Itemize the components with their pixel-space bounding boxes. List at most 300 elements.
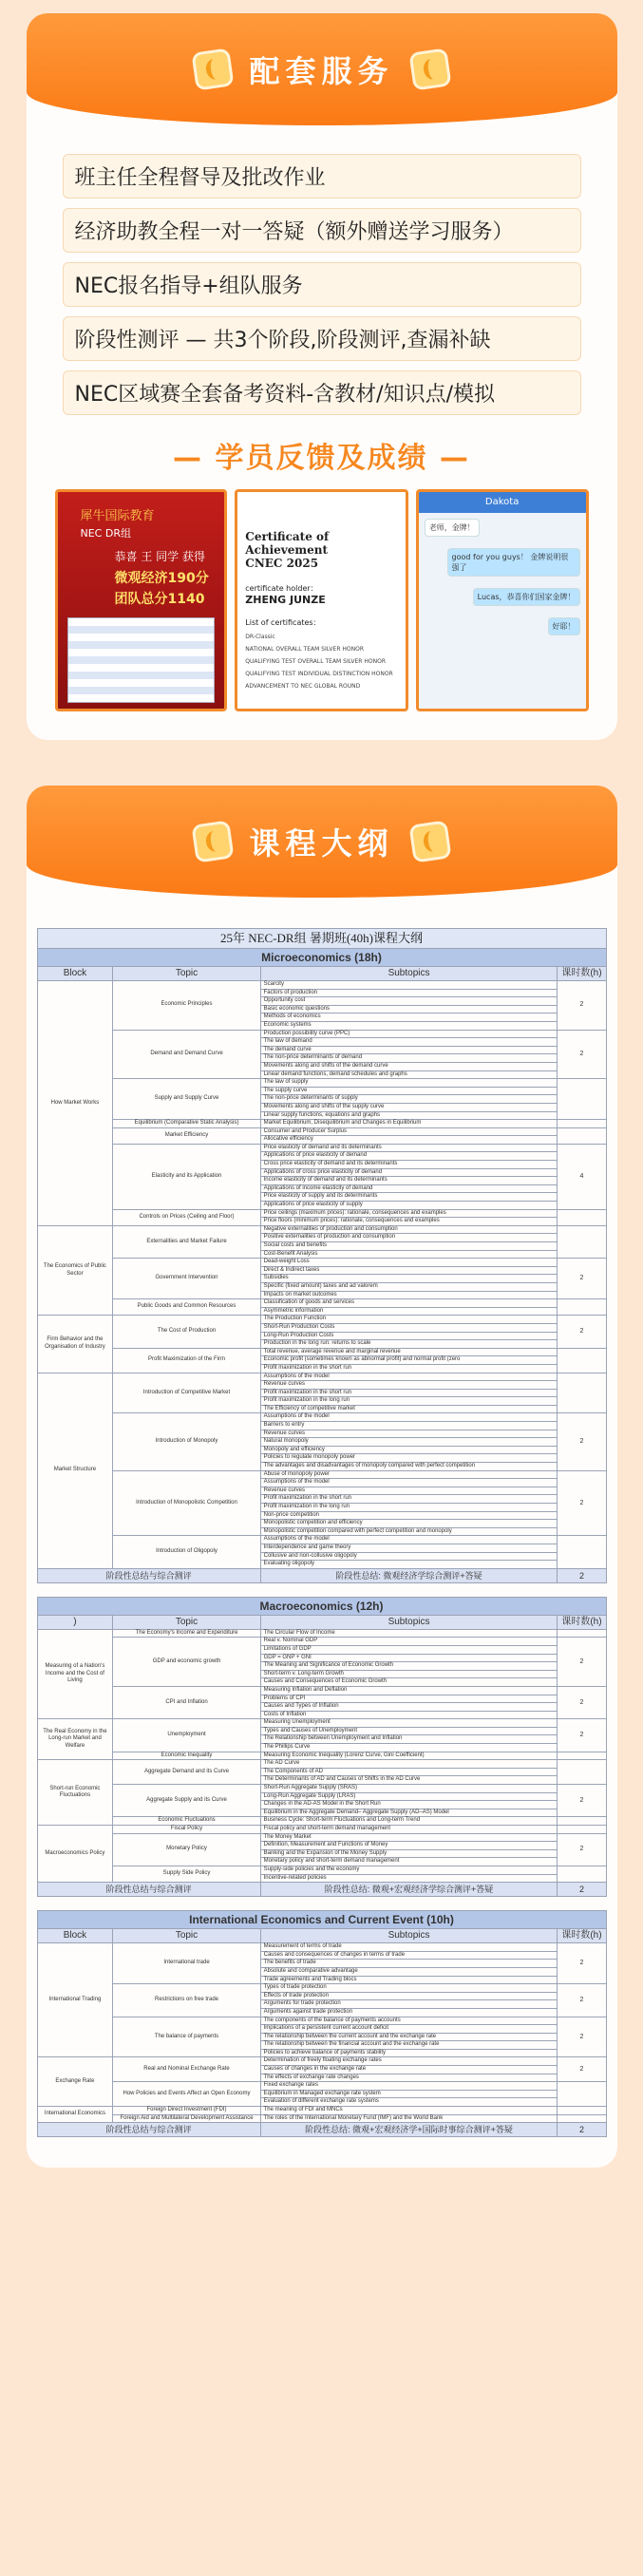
subtopic-cell: Short-term v. Long-term Growth: [260, 1670, 558, 1678]
topic-cell: Government Intervention: [113, 1259, 260, 1299]
table-row: [37, 1299, 606, 1308]
subtopic-cell: Measurement of terms of trade: [260, 1943, 558, 1952]
table-row: [37, 1785, 606, 1793]
subtopic-cell: Profit maximization in the long run: [260, 1397, 558, 1406]
micro-table: [37, 928, 607, 1583]
summary-hours: 2: [558, 1883, 606, 1897]
subtopic-cell: Linear demand functions, demand schedules and graphs: [260, 1070, 558, 1079]
hours-cell: 2: [558, 1686, 606, 1718]
subtopic-cell: Assumptions of the model: [260, 1373, 558, 1381]
subtopic-cell: Applications of cross price elasticity of demand: [260, 1168, 558, 1177]
summary-hours: 2: [558, 1568, 606, 1582]
subtopic-cell: Causes and Consequences of Economic Growth: [260, 1678, 558, 1687]
header-row: [37, 1929, 606, 1943]
poster-line1: 微观经济190分: [114, 571, 209, 586]
service-item: NEC区域赛全套备考资料-含教材/知识点/模拟: [63, 370, 581, 415]
summary-row: [37, 2123, 606, 2137]
topic-cell: Externalities and Market Failure: [113, 1225, 260, 1258]
topic-cell: Controls on Prices (Ceiling and Floor): [113, 1209, 260, 1225]
table-row: [37, 1686, 606, 1695]
cert-holder: ZHENG JUNZE: [245, 594, 326, 606]
subtopic-cell: The relationship between the financial account and the exchange rate: [260, 2041, 558, 2050]
subtopic-cell: Positive externalities of production and consumption: [260, 1234, 558, 1242]
subtopic-cell: Economic profit (sometimes known as abnormal profit) and normal profit (zero: [260, 1356, 558, 1365]
hours-cell: [558, 1299, 606, 1316]
poster-sub: NEC DR组: [80, 527, 131, 540]
subtopic-cell: Scarcity: [260, 981, 558, 990]
summary-row: [37, 1568, 606, 1582]
block-cell: Short-run Economic Fluctuations: [37, 1760, 113, 1826]
topic-cell: Unemployment: [113, 1719, 260, 1752]
header-row: [37, 967, 606, 981]
hours-cell: [558, 2082, 606, 2107]
subtopic-cell: Measuring Inflation and Deflation: [260, 1686, 558, 1695]
cert-item: ADVANCEMENT TO NEC GLOBAL ROUND: [245, 683, 361, 690]
subtopic-cell: Cost-Benefit Analysis: [260, 1250, 558, 1259]
topic-cell: Elasticity and its Application: [113, 1144, 260, 1209]
topic-cell: Demand and Demand Curve: [113, 1030, 260, 1079]
topic-cell: International trade: [113, 1943, 260, 1984]
subtopic-cell: Specific (fixed amount) taxes and ad valorem: [260, 1282, 558, 1291]
subtopic-cell: Policies to achieve balance of payments stability: [260, 2049, 558, 2057]
chat-message: good for you guys！ 金牌说明很强了: [447, 548, 580, 577]
block-cell: Exchange Rate: [37, 2057, 113, 2107]
table-row: [37, 1629, 606, 1638]
subtopic-cell: Types and Causes of Unemployment: [260, 1727, 558, 1735]
subtopic-cell: Business Cycle: Short-term Fluctuations and Long-term Trend: [260, 1817, 558, 1826]
subtopic-cell: The law of demand: [260, 1038, 558, 1047]
column-header: Topic: [113, 1615, 260, 1629]
subtopic-cell: The relationship between the current account and the exchange rate: [260, 2033, 558, 2041]
subtopic-cell: Revenue curves: [260, 1430, 558, 1438]
subtopic-cell: Methods of economics: [260, 1013, 558, 1022]
topic-cell: Restrictions on free trade: [113, 1984, 260, 2017]
column-header: Block: [37, 967, 113, 981]
table-row: [37, 2082, 606, 2091]
cert-item: QUALIFYING TEST INDIVIDUAL DISTINCTION HONOR: [245, 671, 393, 677]
cert-holder-label: certificate holder：: [245, 584, 318, 593]
cert-list-label: List of certificates：: [245, 618, 321, 627]
hours-cell: 2: [558, 1470, 606, 1536]
summary-row: [37, 1883, 606, 1897]
block-cell: Market Structure: [37, 1373, 113, 1568]
topic-cell: How Policies and Events Affect an Open Economy: [113, 2082, 260, 2107]
subtopic-cell: Applications of price elasticity of demand: [260, 1152, 558, 1161]
section-title: Microeconomics (18h): [37, 949, 606, 967]
subtopic-cell: Problems of CPI: [260, 1695, 558, 1703]
topic-cell: Introduction of Competitive Market: [113, 1373, 260, 1413]
summary-label: 阶段性总结与综合测评: [37, 1883, 260, 1897]
subtopic-cell: The Phillips Curve: [260, 1744, 558, 1752]
header-row: [37, 1615, 606, 1629]
subtopic-cell: Applications of income elasticity of demand: [260, 1184, 558, 1193]
hours-cell: 2: [558, 981, 606, 1031]
table-row: [37, 1984, 606, 1993]
topic-cell: Foreign Aid and Multilateral Development Assistance: [113, 2114, 260, 2123]
cert-year: CNEC 2025: [245, 557, 319, 570]
subtopic-cell: Applications of price elasticity of supply: [260, 1202, 558, 1210]
poster-student: 恭喜 王 同学 获得: [114, 550, 205, 563]
hours-cell: 2: [558, 1259, 606, 1299]
topic-cell: Supply Side Policy: [113, 1866, 260, 1882]
hours-cell: [558, 1826, 606, 1834]
column-header: Block: [37, 1929, 113, 1943]
feedback-gallery: [27, 489, 617, 740]
chat-header: Dakota: [419, 492, 586, 513]
cert-item: NATIONAL OVERALL TEAM SILVER HONOR: [245, 646, 365, 653]
subtopic-cell: Incentive-related policies: [260, 1874, 558, 1883]
subtopic-cell: Long-Run Production Costs: [260, 1332, 558, 1340]
subtopic-cell: Market Equilibrium, Disequilibrium and Changes in Equilibrium: [260, 1120, 558, 1128]
poster-line2: 团队总分1140: [114, 592, 205, 607]
subtopic-cell: The effects of exchange rate changes: [260, 2074, 558, 2082]
book-icon: [408, 820, 451, 862]
table-row: [37, 981, 606, 990]
hours-cell: [558, 1127, 606, 1144]
subtopic-cell: Impacts on market outcomes: [260, 1291, 558, 1299]
subtopic-cell: Revenue curves: [260, 1381, 558, 1390]
table-row: [37, 2017, 606, 2025]
subtopic-cell: Determination of freely floating exchange rates: [260, 2057, 558, 2066]
topic-cell: Aggregate Supply and its Curve: [113, 1785, 260, 1817]
summary-label: 阶段性总结与综合测评: [37, 1568, 260, 1582]
subtopic-cell: Evaluating oligopoly: [260, 1561, 558, 1569]
block-cell: The Economics of Public Sector: [37, 1225, 113, 1316]
cert-title: Certificate of Achievement: [245, 530, 330, 557]
summary-hours: 2: [558, 2123, 606, 2137]
subtopic-cell: The Money Market: [260, 1833, 558, 1842]
subtopic-cell: Asymmetric information: [260, 1307, 558, 1316]
subtopic-cell: Revenue curves: [260, 1487, 558, 1495]
table-row: [37, 2114, 606, 2123]
subtopic-cell: The AD Curve: [260, 1760, 558, 1769]
subtopic-cell: Price elasticity of supply and its determinants: [260, 1193, 558, 1202]
topic-cell: Introduction of Monopolistic Competition: [113, 1470, 260, 1536]
topic-cell: Equilibrium (Comparative Static Analysis): [113, 1120, 260, 1128]
subtopic-cell: The Meaning and Significance of Economic Growth: [260, 1662, 558, 1671]
outline-card: [27, 786, 617, 2168]
subtopic-cell: Types of trade protection: [260, 1984, 558, 1993]
topic-cell: Profit Maximization of the Firm: [113, 1348, 260, 1373]
subtopic-cell: Monetary policy and short-term demand management: [260, 1858, 558, 1866]
topic-cell: Economic Inequality: [113, 1752, 260, 1760]
summary-detail: 阶段性总结: 微观+宏观经济学+国际时事综合测评+答疑: [260, 2123, 558, 2137]
services-list: [27, 125, 617, 415]
subtopic-cell: Economic systems: [260, 1021, 558, 1030]
block-cell: Macroeconomics Policy: [37, 1826, 113, 1883]
cert-item: DR-Classic: [245, 634, 275, 640]
table-row: [37, 1760, 606, 1769]
subtopic-cell: Abuse of monopoly power: [260, 1470, 558, 1479]
table-row: [37, 1638, 606, 1646]
subtopic-cell: Limitations of GDP: [260, 1645, 558, 1654]
column-header: Subtopics: [260, 967, 558, 981]
poster-brand: 犀牛国际教育: [80, 509, 155, 523]
block-cell: How Market Works: [37, 981, 113, 1226]
topic-cell: Aggregate Demand and its Curve: [113, 1760, 260, 1785]
table-row: [37, 1209, 606, 1218]
hours-cell: [558, 1752, 606, 1760]
book-icon: [408, 47, 451, 90]
subtopic-cell: The meaning of FDI and MNCs: [260, 2107, 558, 2115]
hours-cell: 2: [558, 1984, 606, 2017]
cert-item: QUALIFYING TEST OVERALL TEAM SILVER HONOR: [245, 658, 386, 665]
subtopic-cell: The benefits of trade: [260, 1960, 558, 1968]
service-item: 阶段性测评 — 共3个阶段,阶段测评,查漏补缺: [63, 316, 581, 361]
subtopic-cell: Profit maximization in the short run: [260, 1495, 558, 1504]
column-header: 课时数(h): [558, 967, 606, 981]
subtopic-cell: Long-Run Aggregate Supply (LRAS): [260, 1792, 558, 1801]
subtopic-cell: Profit maximization in the short run: [260, 1364, 558, 1373]
hours-cell: [558, 1348, 606, 1373]
subtopic-cell: Real v. Nominal GDP: [260, 1638, 558, 1646]
subtopic-cell: Classification of goods and services: [260, 1299, 558, 1308]
column-header: 课时数(h): [558, 1615, 606, 1629]
subtopic-cell: The Components of AD: [260, 1768, 558, 1776]
subtopic-cell: Causes of changes in the exchange rate: [260, 2066, 558, 2074]
subtopic-cell: Monopolistic competition and efficiency: [260, 1520, 558, 1528]
hours-cell: 2: [558, 1638, 606, 1687]
subtopic-cell: GDP = GNP + GNI: [260, 1654, 558, 1662]
topic-cell: Introduction of Monopoly: [113, 1413, 260, 1470]
subtopic-cell: Income elasticity of demand and its determinants: [260, 1177, 558, 1185]
summary-detail: 阶段性总结: 微观经济学综合测评+答疑: [260, 1568, 558, 1582]
section-row: [37, 1911, 606, 1929]
subtopic-cell: Production in the long run: returns to scale: [260, 1340, 558, 1349]
table-row: [37, 1348, 606, 1356]
table-row: [37, 1866, 606, 1874]
subtopic-cell: The law of supply: [260, 1079, 558, 1088]
subtopic-cell: Factors of production: [260, 989, 558, 997]
topic-cell: Real and Nominal Exchange Rate: [113, 2057, 260, 2082]
subtopic-cell: Arguments against trade protection: [260, 2008, 558, 2017]
hours-cell: [558, 1817, 606, 1826]
feedback-certificate: [235, 489, 407, 711]
block-cell: Firm Behavior and the Organisation of Industry: [37, 1316, 113, 1373]
services-title: 配套服务: [249, 53, 394, 89]
topic-cell: The Economy's Income and Expenditure: [113, 1629, 260, 1638]
topic-cell: Economic Fluctuations: [113, 1817, 260, 1826]
table-row: [37, 1120, 606, 1128]
subtopic-cell: Social costs and benefits: [260, 1242, 558, 1251]
topic-cell: Fiscal Policy: [113, 1826, 260, 1834]
block-cell: International Economics: [37, 2107, 113, 2123]
topic-cell: GDP and economic growth: [113, 1638, 260, 1687]
topic-cell: The balance of payments: [113, 2017, 260, 2057]
subtopic-cell: The Circular Flow of Income: [260, 1629, 558, 1638]
subtopic-cell: The non-price determinants of supply: [260, 1095, 558, 1104]
outline-header: [27, 786, 617, 898]
table-row: [37, 1259, 606, 1267]
subtopic-cell: The Efficiency of competitive market: [260, 1405, 558, 1413]
subtopic-cell: Effects of trade protection: [260, 1992, 558, 2000]
table-row: [37, 1373, 606, 1381]
subtopic-cell: Measuring Economic Inequality (Lorenz Curve, Gini Coefficient): [260, 1752, 558, 1760]
table-row: [37, 1127, 606, 1136]
subtopic-cell: Price ceilings (maximum prices): rationale, consequences and examples: [260, 1209, 558, 1218]
table-row: [37, 1470, 606, 1479]
poster-score-table: [67, 617, 216, 703]
subtopic-cell: Monopoly and efficiency: [260, 1446, 558, 1454]
subtopic-cell: Movements along and shifts of the demand curve: [260, 1062, 558, 1070]
topic-cell: The Cost of Production: [113, 1316, 260, 1348]
table-row: [37, 1826, 606, 1834]
intl-table: [37, 1910, 607, 2137]
subtopic-cell: Trade agreements and Trading blocs: [260, 1976, 558, 1984]
subtopic-cell: Basic economic questions: [260, 1005, 558, 1013]
subtopic-cell: The demand curve: [260, 1046, 558, 1054]
subtopic-cell: Barriers to entry: [260, 1422, 558, 1430]
subtopic-cell: The advantages and disadvantages of monopoly compared with perfect competition: [260, 1463, 558, 1471]
hours-cell: 2: [558, 1413, 606, 1470]
subtopic-cell: Collusive and non-collusive oligopoly: [260, 1552, 558, 1561]
block-cell: Measuring of a Nation's Income and the Cost of Living: [37, 1629, 113, 1719]
topic-cell: Supply and Supply Curve: [113, 1079, 260, 1120]
table-row: [37, 1144, 606, 1152]
subtopic-cell: Policies to regulate monopoly power: [260, 1454, 558, 1463]
table-row: [37, 1752, 606, 1760]
macro-table: [37, 1597, 607, 1897]
outline-tables: [27, 898, 617, 2168]
subtopic-cell: Total revenue, average revenue and marginal revenue: [260, 1348, 558, 1356]
feedback-poster: [55, 489, 228, 711]
hours-cell: [558, 1120, 606, 1128]
chat-message: Lucas，恭喜你们国家金牌！: [473, 588, 580, 606]
subtopic-cell: The supply curve: [260, 1087, 558, 1095]
topic-cell: CPI and Inflation: [113, 1686, 260, 1718]
subtopic-cell: Linear supply functions, equations and graphs: [260, 1111, 558, 1120]
subtopic-cell: Fiscal policy and short-term demand management: [260, 1826, 558, 1834]
column-header: Subtopics: [260, 1615, 558, 1629]
table-row: [37, 1079, 606, 1088]
subtopic-cell: Subsidies: [260, 1275, 558, 1283]
subtopic-cell: Supply-side policies and the economy: [260, 1866, 558, 1874]
hours-cell: 4: [558, 1144, 606, 1209]
subtopic-cell: Arguments for trade protection: [260, 2000, 558, 2009]
subtopic-cell: Interdependence and game theory: [260, 1544, 558, 1552]
subtopic-cell: Direct & Indirect taxes: [260, 1266, 558, 1275]
hours-cell: [558, 1866, 606, 1882]
subtopic-cell: Dead-weight Loss: [260, 1259, 558, 1267]
table-row: [37, 1817, 606, 1826]
section-row: [37, 949, 606, 967]
subtopic-cell: Banking and the Expansion of the Money Supply: [260, 1849, 558, 1858]
table-row: [37, 1833, 606, 1842]
table-title-row: [37, 929, 606, 949]
subtopic-cell: Changes in the AD-AS Model in the Short Run: [260, 1801, 558, 1809]
subtopic-cell: Allocative efficiency: [260, 1136, 558, 1145]
subtopic-cell: Equilibrium in Managed exchange rate system: [260, 2090, 558, 2098]
services-header: [27, 13, 617, 125]
topic-cell: Introduction of Oligopoly: [113, 1536, 260, 1568]
subtopic-cell: Short-Run Production Costs: [260, 1323, 558, 1332]
hours-cell: [558, 2107, 606, 2115]
table-row: [37, 1943, 606, 1952]
subtopic-cell: The Determinants of AD and Causes of Shifts in the AD Curve: [260, 1776, 558, 1785]
subtopic-cell: The Production Function: [260, 1316, 558, 1324]
hours-cell: [558, 1209, 606, 1225]
hours-cell: [558, 1760, 606, 1785]
book-icon: [192, 820, 235, 862]
column-header: Subtopics: [260, 1929, 558, 1943]
subtopic-cell: Measuring Unemployment: [260, 1719, 558, 1728]
column-header: ): [37, 1615, 113, 1629]
topic-cell: Foreign Direct Investment (FDI): [113, 2107, 260, 2115]
column-header: Topic: [113, 1929, 260, 1943]
chat-message: 好耶！: [548, 617, 580, 635]
subtopic-cell: Costs of Inflation: [260, 1711, 558, 1719]
subtopic-cell: Absolute and comparative advantage: [260, 1967, 558, 1976]
subtopic-cell: The Relationship between Unemployment and Inflation: [260, 1735, 558, 1744]
subtopic-cell: Assumptions of the model: [260, 1479, 558, 1487]
section-title: Macroeconomics (12h): [37, 1597, 606, 1615]
subtopic-cell: Short-Run Aggregate Supply (SRAS): [260, 1785, 558, 1793]
subtopic-cell: Price elasticity of demand and its determinants: [260, 1144, 558, 1152]
subtopic-cell: Assumptions of the model: [260, 1413, 558, 1422]
hours-cell: 2: [558, 2057, 606, 2082]
block-cell: International Trading: [37, 1943, 113, 2057]
subtopic-cell: Opportunity cost: [260, 997, 558, 1006]
subtopic-cell: Production possibility curve (PPC): [260, 1030, 558, 1038]
hours-cell: 2: [558, 1316, 606, 1348]
subtopic-cell: Implications of a persistent current account deficit: [260, 2025, 558, 2034]
column-header: Topic: [113, 967, 260, 981]
subtopic-cell: Monopolistic competition compared with perfect competition and monopoly: [260, 1527, 558, 1536]
feedback-chat: [416, 489, 589, 711]
summary-detail: 阶段性总结: 微观+宏观经济学综合测评+答疑: [260, 1883, 558, 1897]
subtopic-cell: Definition, Measurement and Functions of Money: [260, 1842, 558, 1850]
topic-cell: Economic Principles: [113, 981, 260, 1031]
subtopic-cell: Negative externalities of production and consumption: [260, 1225, 558, 1234]
feedback-title: — 学员反馈及成绩 —: [173, 442, 470, 475]
book-icon: [192, 47, 235, 90]
subtopic-cell: Equilibrium in the Aggregate Demand– Aggregate Supply (AD–AS) Model: [260, 1809, 558, 1817]
column-header: 课时数(h): [558, 1929, 606, 1943]
outline-title: 课程大纲: [249, 825, 394, 862]
subtopic-cell: Causes and Types of Inflation: [260, 1703, 558, 1712]
subtopic-cell: Non-price competition: [260, 1511, 558, 1520]
table-row: [37, 1030, 606, 1038]
table-title: 25年 NEC-DR组 暑期班(40h)课程大纲: [37, 929, 606, 949]
subtopic-cell: Causes and consequences of changes in terms of trade: [260, 1951, 558, 1960]
subtopic-cell: Profit maximization in the long run: [260, 1504, 558, 1512]
hours-cell: 2: [558, 1943, 606, 1984]
hours-cell: [558, 1079, 606, 1120]
service-item: 班主任全程督导及批改作业: [63, 154, 581, 199]
table-row: [37, 1316, 606, 1324]
subtopic-cell: Evaluation of different exchange rate systems: [260, 2098, 558, 2107]
hours-cell: [558, 1373, 606, 1413]
service-item: 经济助教全程一对一答疑（额外赠送学习服务）: [63, 208, 581, 253]
hours-cell: 2: [558, 2017, 606, 2057]
table-row: [37, 2057, 606, 2066]
services-card: [27, 13, 617, 740]
section-title: International Economics and Current Event (10h): [37, 1911, 606, 1929]
table-row: [37, 1413, 606, 1422]
hours-cell: 2: [558, 1833, 606, 1866]
subtopic-cell: The roles of the International Monetary Fund (IMF) and the World Bank: [260, 2114, 558, 2123]
block-cell: The Real Economy in the Long-run Market and Welfare: [37, 1719, 113, 1760]
hours-cell: [558, 1225, 606, 1258]
summary-label: 阶段性总结与综合测评: [37, 2123, 260, 2137]
hours-cell: [558, 1536, 606, 1568]
hours-cell: 2: [558, 1719, 606, 1752]
hours-cell: [558, 2114, 606, 2123]
topic-cell: Market Efficiency: [113, 1127, 260, 1144]
section-row: [37, 1597, 606, 1615]
table-row: [37, 1225, 606, 1234]
hours-cell: [558, 1629, 606, 1638]
